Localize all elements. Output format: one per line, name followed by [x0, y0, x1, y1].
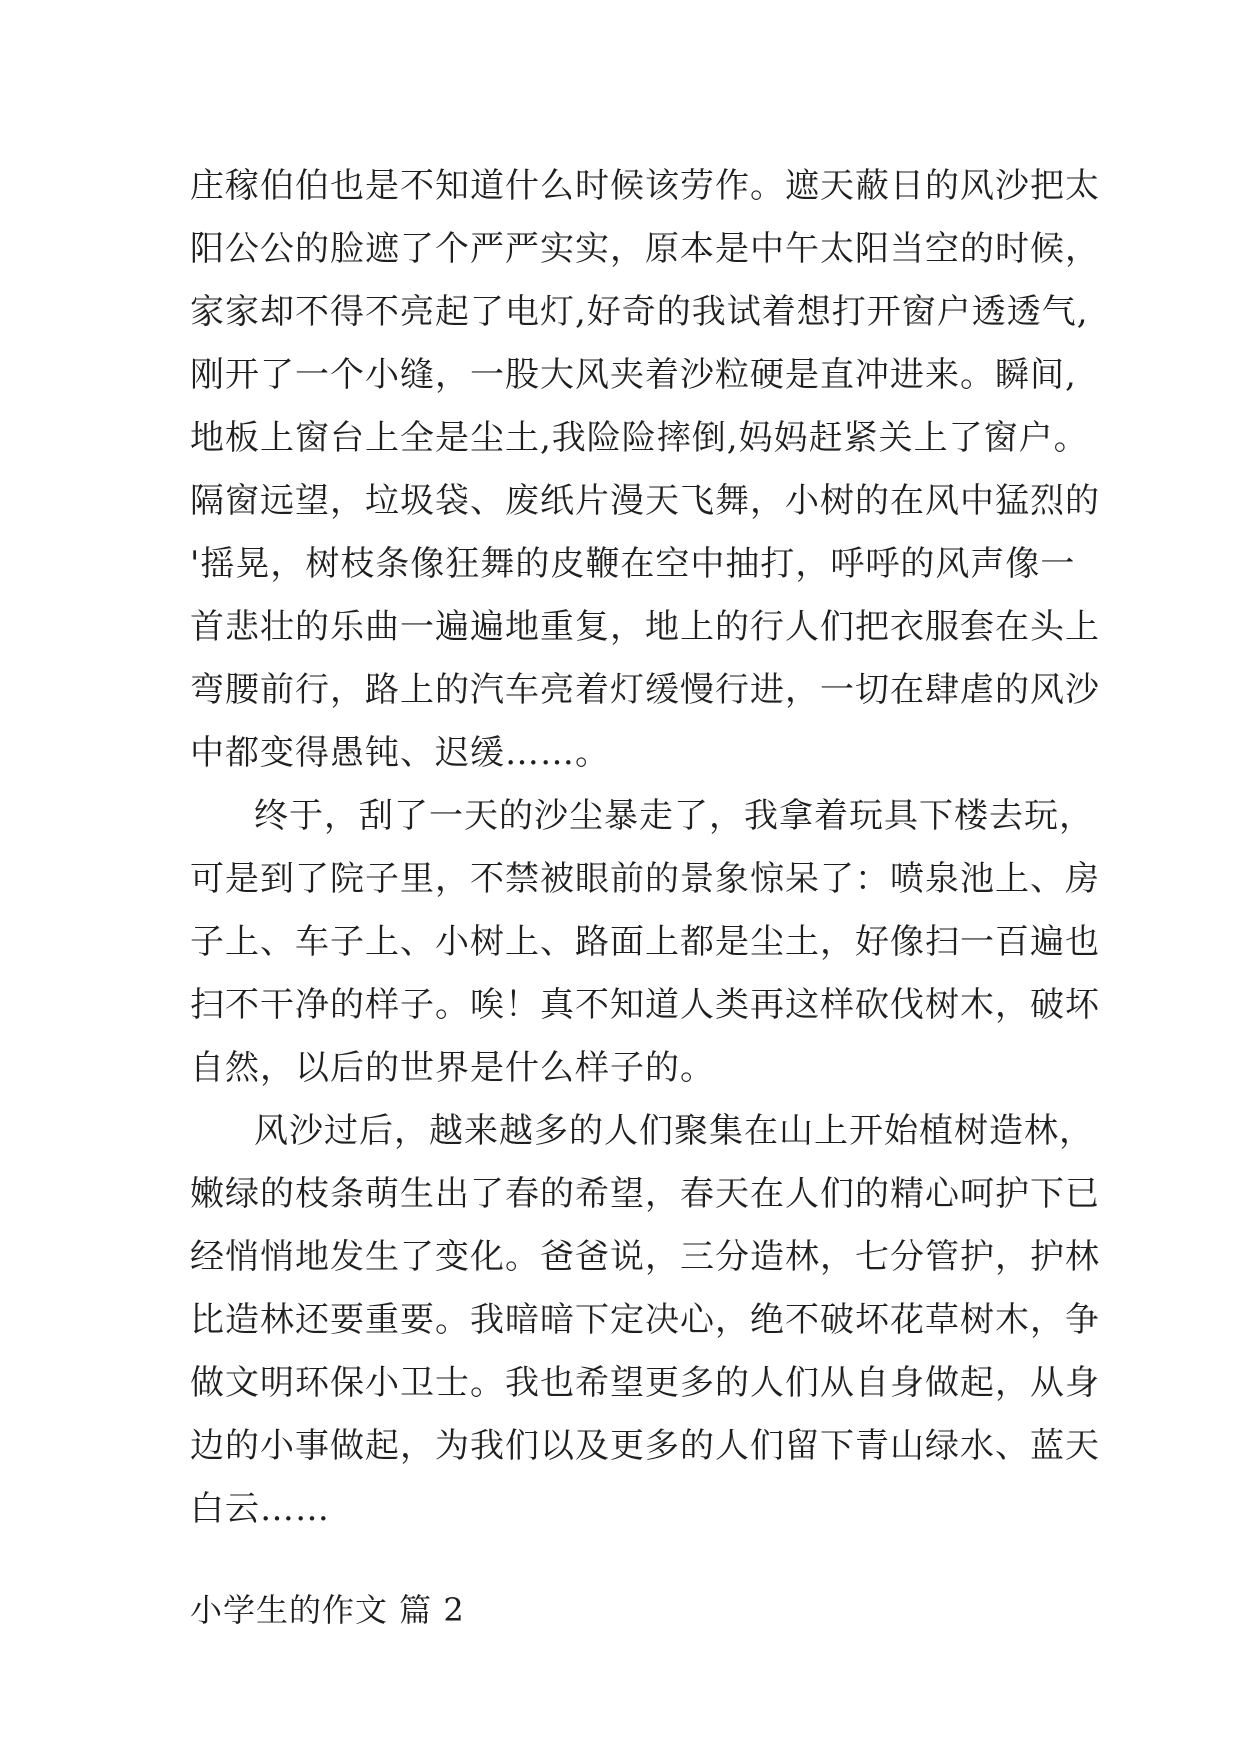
- text-line: 子上、车子上、小树上、路面上都是尘土，好像扫一百遍也: [190, 922, 1100, 962]
- text-line: 家家却不得不亮起了电灯,好奇的我试着想打开窗户透透气,: [190, 292, 1089, 332]
- text-line: 刚开了一个小缝，一股大风夹着沙粒硬是直冲进来。瞬间,: [190, 355, 1077, 395]
- paragraph-first-line: 终于，刮了一天的沙尘暴走了，我拿着玩具下楼去玩，: [254, 796, 1094, 836]
- text-line: 自然，以后的世界是什么样子的。: [190, 1048, 715, 1088]
- text-line: 地板上窗台上全是尘土,我险险摔倒,妈妈赶紧关上了窗户。: [190, 418, 1089, 458]
- paragraph-first-line: 风沙过后，越来越多的人们聚集在山上开始植树造林，: [254, 1111, 1094, 1151]
- text-line: '摇晃，树枝条像狂舞的皮鞭在空中抽打，呼呼的风声像一: [190, 544, 1076, 584]
- text-line: 阳公公的脸遮了个严严实实，原本是中午太阳当空的时候，: [190, 229, 1100, 269]
- text-line: 中都变得愚钝、迟缓……。: [190, 733, 610, 773]
- text-line: 弯腰前行，路上的汽车亮着灯缓慢行进，一切在肆虐的风沙: [190, 670, 1100, 710]
- text-line: 嫩绿的枝条萌生出了春的希望，春天在人们的精心呵护下已: [190, 1174, 1100, 1214]
- text-line: 白云……: [190, 1489, 330, 1529]
- text-line: 首悲壮的乐曲一遍遍地重复，地上的行人们把衣服套在头上: [190, 607, 1100, 647]
- text-line: 做文明环保小卫士。我也希望更多的人们从自身做起，从身: [190, 1363, 1100, 1403]
- section-heading: 小学生的作文 篇 2: [190, 1591, 465, 1629]
- text-line: 庄稼伯伯也是不知道什么时候该劳作。遮天蔽日的风沙把太: [190, 166, 1100, 206]
- text-line: 边的小事做起，为我们以及更多的人们留下青山绿水、蓝天: [190, 1426, 1100, 1466]
- text-line: 隔窗远望，垃圾袋、废纸片漫天飞舞，小树的在风中猛烈的: [190, 481, 1100, 521]
- text-line: 扫不干净的样子。唉！真不知道人类再这样砍伐树木，破坏: [190, 985, 1100, 1025]
- text-line: 可是到了院子里，不禁被眼前的景象惊呆了：喷泉池上、房: [190, 859, 1100, 899]
- text-line: 经悄悄地发生了变化。爸爸说，三分造林，七分管护，护林: [190, 1237, 1100, 1277]
- text-line: 比造林还要重要。我暗暗下定决心，绝不破坏花草树木，争: [190, 1300, 1100, 1340]
